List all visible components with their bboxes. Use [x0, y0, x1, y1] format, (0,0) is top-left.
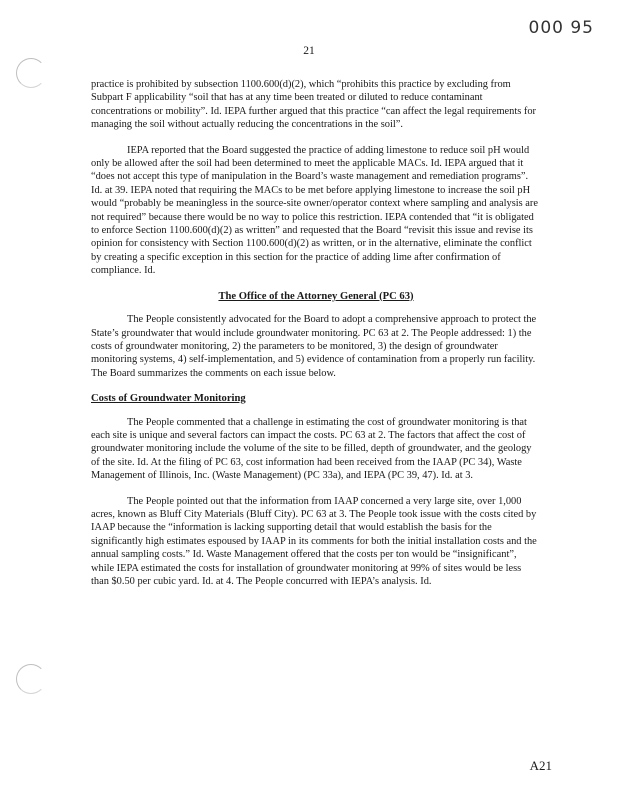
- bates-stamp: 000 95: [528, 18, 594, 38]
- subsection-heading-costs: Costs of Groundwater Monitoring: [91, 393, 246, 405]
- paragraph-iepa-limestone: IEPA reported that the Board suggested the practice of adding limestone to reduce soil pH would only be allowed after the soil had been determined to meet the applicable MACs. Id. IEPA argued that it “does not accept this type of manipulation in the Board’s waste management and remediation programs”. Id. at 39. IEPA noted that requiring the MACs to be met before applying limestone to increase the soil pH would “probably be meaningless in the source-site owner/operator context where sampling and analysis are not required” because there would be no way to police this restriction. IEPA contended that “it is obligated to enforce Section 1100.600(d)(2) as written” and requested that the Board “revisit this issue and revise its opinion for consistency with Section 1100.600(d)(2) as written, or in the alternative, eliminate the conflict by creating a specific exception in this section for the practice of adding lime after confirmation of compliance. Id.: [91, 144, 538, 277]
- page-number: 21: [303, 45, 315, 57]
- paragraph-iaap-bluff-city: The People pointed out that the information from IAAP concerned a very large site, over 1,000 acres, known as Bluff City Materials (Bluff City). PC 63 at 3. The People took issue with the costs cited by IAAP because the “information is lacking supporting detail that would establish the basis for the significantly high estimates espoused by IAAP in its comments for both the initial installation costs and the annual sampling costs.” Id. Waste Management offered that the costs per ton would be “insignificant”, while IEPA estimated the costs for installation of groundwater monitoring at 99% of sites would be less than $0.50 per cubic yard. Id. at 4. The People concurred with IEPA’s analysis. Id.: [91, 495, 537, 587]
- appendix-page-label: A21: [529, 758, 552, 773]
- punch-hole-bottom: [16, 664, 46, 694]
- paragraph-people-approach: The People consistently advocated for the Board to adopt a comprehensive approach to protect the State’s groundwater that would include groundwater monitoring. PC 63 at 2. The People addressed: 1) the costs of groundwater monitoring, 2) the parameters to be monitored, 3) the design of groundwater monitoring systems, 4) self-implementation, and 5) evidence of contamination from a properly run facility. The Board summarizes the comments on each issue below.: [91, 314, 537, 379]
- punch-hole-top: [16, 58, 46, 88]
- paragraph-cost-factors: The People commented that a challenge in estimating the cost of groundwater monitoring is that each site is unique and several factors can impact the costs. PC 63 at 2. The factors that affect the cost of groundwater monitoring include the volume of the site to be filled, depth of groundwater, and the geology of the site. Id. At the filing of PC 63, cost information had been received from the IAAP (PC 34), Waste Management of Illinois, Inc. (Waste Management) (PC 33a), and IEPA (PC 39, 47). Id. at 3.: [91, 416, 532, 482]
- section-heading-attorney-general: The Office of the Attorney General (PC 63): [218, 290, 414, 302]
- document-body: [91, 78, 541, 600]
- paragraph-continuation: practice is prohibited by subsection 1100.600(d)(2), which “prohibits this practice by excluding from Subpart F applicability “soil that has at any time been treated or diluted to reduce contaminant concentrations or mobility”. Id. IEPA further argued that this practice “can affect the legal requirements for managing the soil without actually reducing the concentrations in the soil”.: [91, 79, 536, 131]
